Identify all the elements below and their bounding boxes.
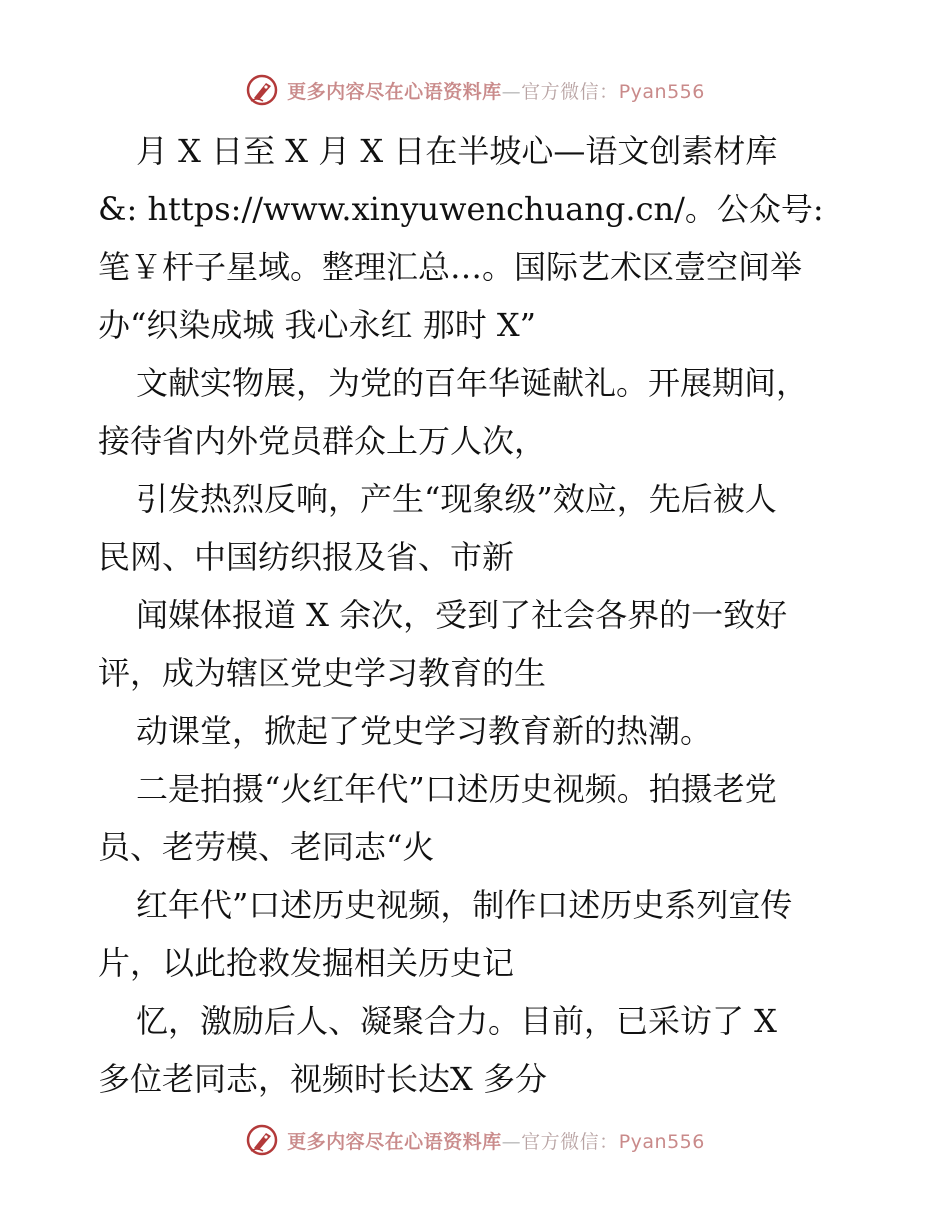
text-line: 员、老劳模、老同志“火 — [98, 828, 435, 866]
pen-nib-logo-icon — [245, 73, 279, 107]
document-body — [98, 122, 858, 1108]
header-watermark — [0, 70, 950, 110]
pen-nib-logo-icon — [245, 1123, 279, 1157]
watermark-brand: 更多内容尽在心语资料库 — [287, 80, 502, 103]
text-line: 闻媒体报道 X 余次，受到了社会各界的一致好 — [136, 596, 788, 634]
text-line: 红年代”口述历史视频，制作口述历史系列宣传 — [136, 886, 793, 924]
text-line: 文献实物展，为党的百年华诞献礼。开展期间， — [136, 364, 809, 402]
text-line: 月 X 日至 X 月 X 日在半坡心—语文创素材库 — [136, 132, 778, 170]
watermark-contact-label: 官方微信： — [521, 1130, 619, 1153]
text-line: 笔￥杆子星域。整理汇总…。国际艺术区壹空间举 — [98, 248, 803, 286]
watermark-separator: — — [501, 80, 522, 103]
watermark-contact-id: Pyan556 — [618, 1130, 705, 1153]
watermark-brand: 更多内容尽在心语资料库 — [287, 1130, 502, 1153]
text-line: 办“织染成城 我心永红 那时 X” — [98, 306, 537, 344]
text-line: 忆，激励后人、凝聚合力。目前，已采访了 X — [136, 1002, 777, 1040]
text-line: 片，以此抢救发掘相关历史记 — [98, 944, 515, 982]
watermark-text — [287, 77, 705, 104]
text-line: 评，成为辖区党史学习教育的生 — [98, 654, 547, 692]
watermark-text — [287, 1127, 705, 1154]
text-line: 多位老同志，视频时长达X 多分 — [98, 1060, 547, 1098]
text-line: 动课堂，掀起了党史学习教育新的热潮。 — [136, 712, 713, 750]
watermark-contact-id: Pyan556 — [618, 80, 705, 103]
text-line: 民网、中国纺织报及省、市新 — [98, 538, 515, 576]
watermark-contact-label: 官方微信： — [521, 80, 619, 103]
text-line: 引发热烈反响，产生“现象级”效应，先后被人 — [136, 480, 777, 518]
watermark-separator: — — [501, 1130, 522, 1153]
footer-watermark — [0, 1120, 950, 1160]
text-line: &: https://www.xinyuwenchuang.cn/。公众号: — [98, 190, 824, 228]
text-line: 接待省内外党员群众上万人次， — [98, 422, 547, 460]
text-line: 二是拍摄“火红年代”口述历史视频。拍摄老党 — [136, 770, 777, 808]
